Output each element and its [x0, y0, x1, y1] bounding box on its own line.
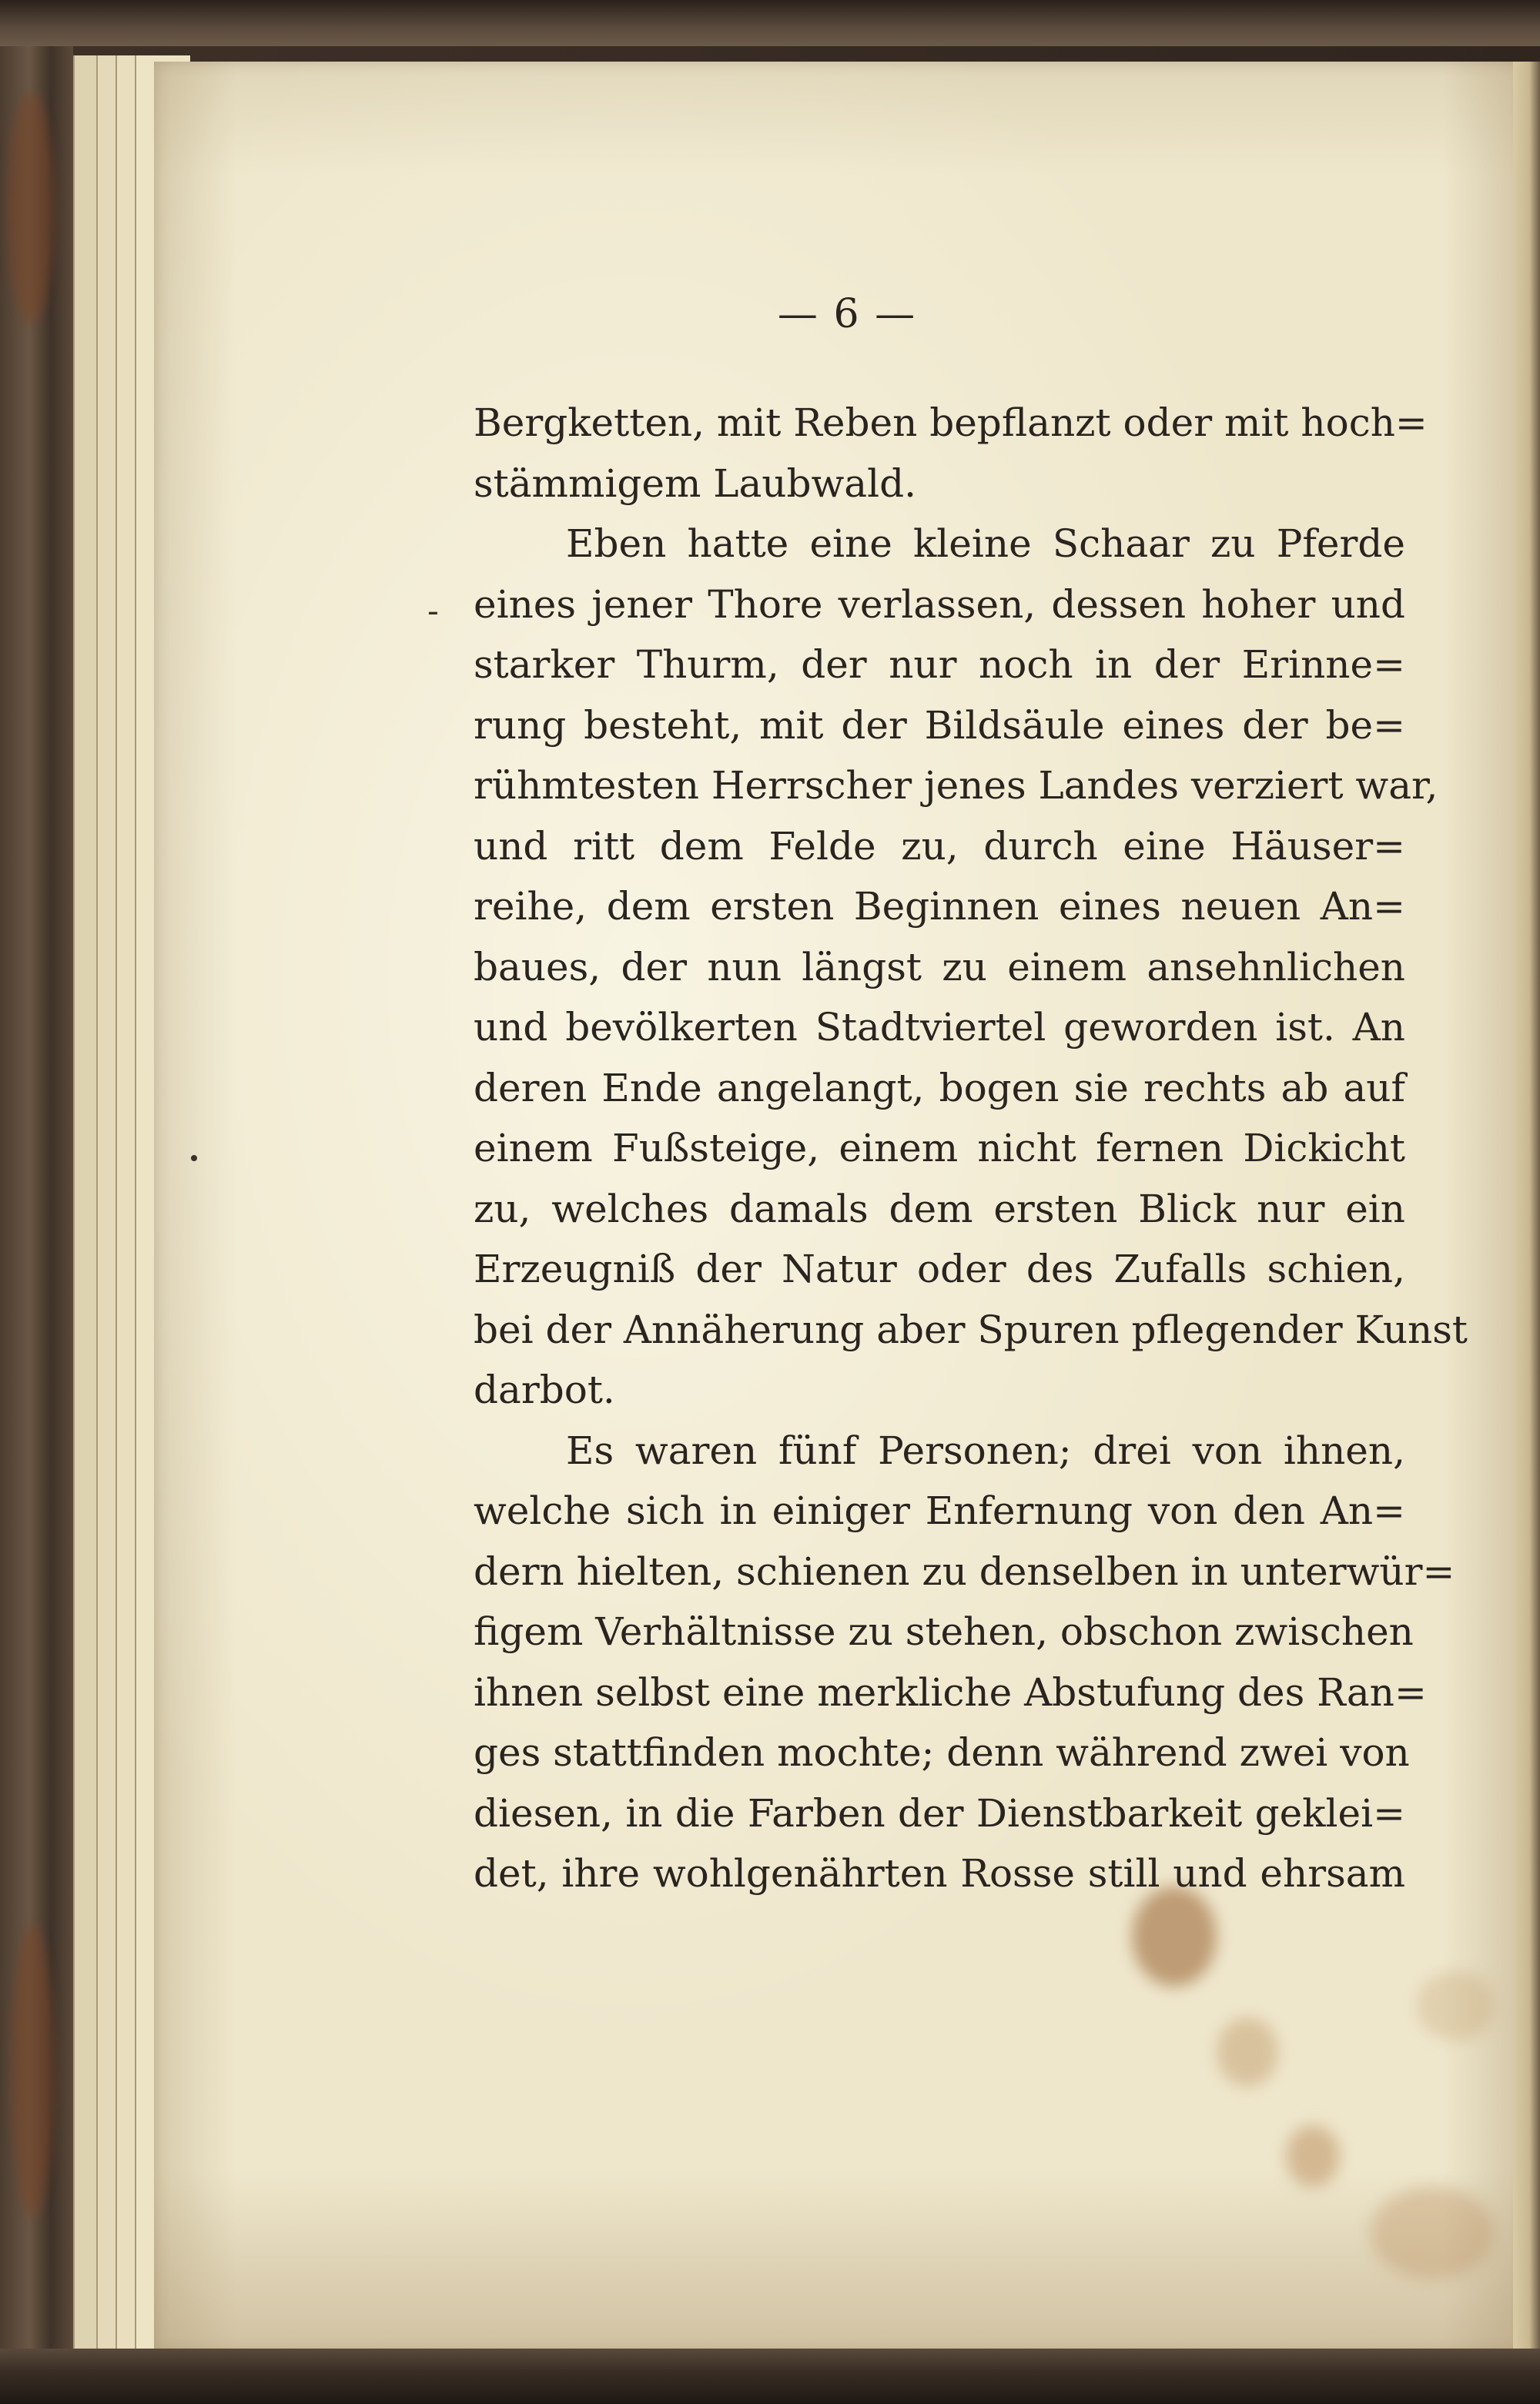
text-line: und bevölkerten Stadtviertel geworden ist. An [474, 1005, 1405, 1050]
text-line: einem Fußsteige, einem nicht fernen Dickicht [474, 1126, 1405, 1170]
text-line: stämmigem Laubwald. [474, 460, 916, 506]
text-line: dern hielten, schienen zu denselben in unterwür= [474, 1549, 1455, 1594]
spine-wear-mark [8, 92, 54, 323]
text-line: bei der Annäherung aber Spuren pflegender Kunst [474, 1307, 1468, 1352]
text-line: zu, welches damals dem ersten Blick nur ein [474, 1186, 1405, 1231]
margin-mark: - [427, 591, 439, 631]
foxing-stain [1371, 2187, 1494, 2279]
page-right-edge [1513, 62, 1540, 2352]
page-number: — 6 — [777, 291, 917, 337]
foxing-stain [1217, 2017, 1278, 2087]
spine-wear-mark [12, 1925, 54, 2218]
text-line: reihe, dem ersten Beginnen eines neuen An= [474, 884, 1405, 929]
ink-speck [191, 1155, 197, 1161]
text-line: Erzeugniß der Natur oder des Zufalls schien, [474, 1247, 1405, 1291]
text-line: darbot. [474, 1368, 615, 1412]
text-line: starker Thurm, der nur noch in der Erinne= [474, 642, 1405, 687]
text-line: welche sich in einiger Enfernung von den An= [474, 1488, 1405, 1533]
text-line: rung besteht, mit der Bildsäule eines der be= [474, 702, 1405, 748]
body-text [474, 393, 1468, 1904]
text-line: und ritt dem Felde zu, durch eine Häuser= [474, 823, 1405, 869]
text-line: Es waren fünf Personen; drei von ihnen, [566, 1428, 1405, 1473]
text-line: rühmtesten Herrscher jenes Landes verziert war, [474, 763, 1438, 808]
text-line: ihnen selbst eine merkliche Abstufung des Ran= [474, 1669, 1427, 1715]
foxing-stain [1286, 2125, 1340, 2187]
text-line: figem Verhältnisse zu stehen, obschon zwischen [474, 1609, 1414, 1654]
text-line: det, ihre wohlgenährten Rosse still und ehrsam [474, 1851, 1405, 1896]
cover-top-edge [0, 0, 1540, 46]
text-line: diesen, in die Farben der Dienstbarkeit geklei= [474, 1790, 1405, 1836]
text-line: deren Ende angelangt, bogen sie rechts ab auf [474, 1065, 1405, 1110]
text-line: ges stattfinden mochte; denn während zwei von [474, 1730, 1410, 1775]
text-line: eines jener Thore verlassen, dessen hoher und [474, 581, 1405, 627]
text-line: baues, der nun längst zu einem ansehnlichen [474, 944, 1405, 989]
text-line: Eben hatte eine kleine Schaar zu Pferde [566, 521, 1405, 566]
cover-bottom-edge [0, 2349, 1540, 2404]
foxing-stain [1417, 1971, 1494, 2041]
text-line: Bergketten, mit Reben bepflanzt oder mit hoch= [474, 400, 1428, 445]
